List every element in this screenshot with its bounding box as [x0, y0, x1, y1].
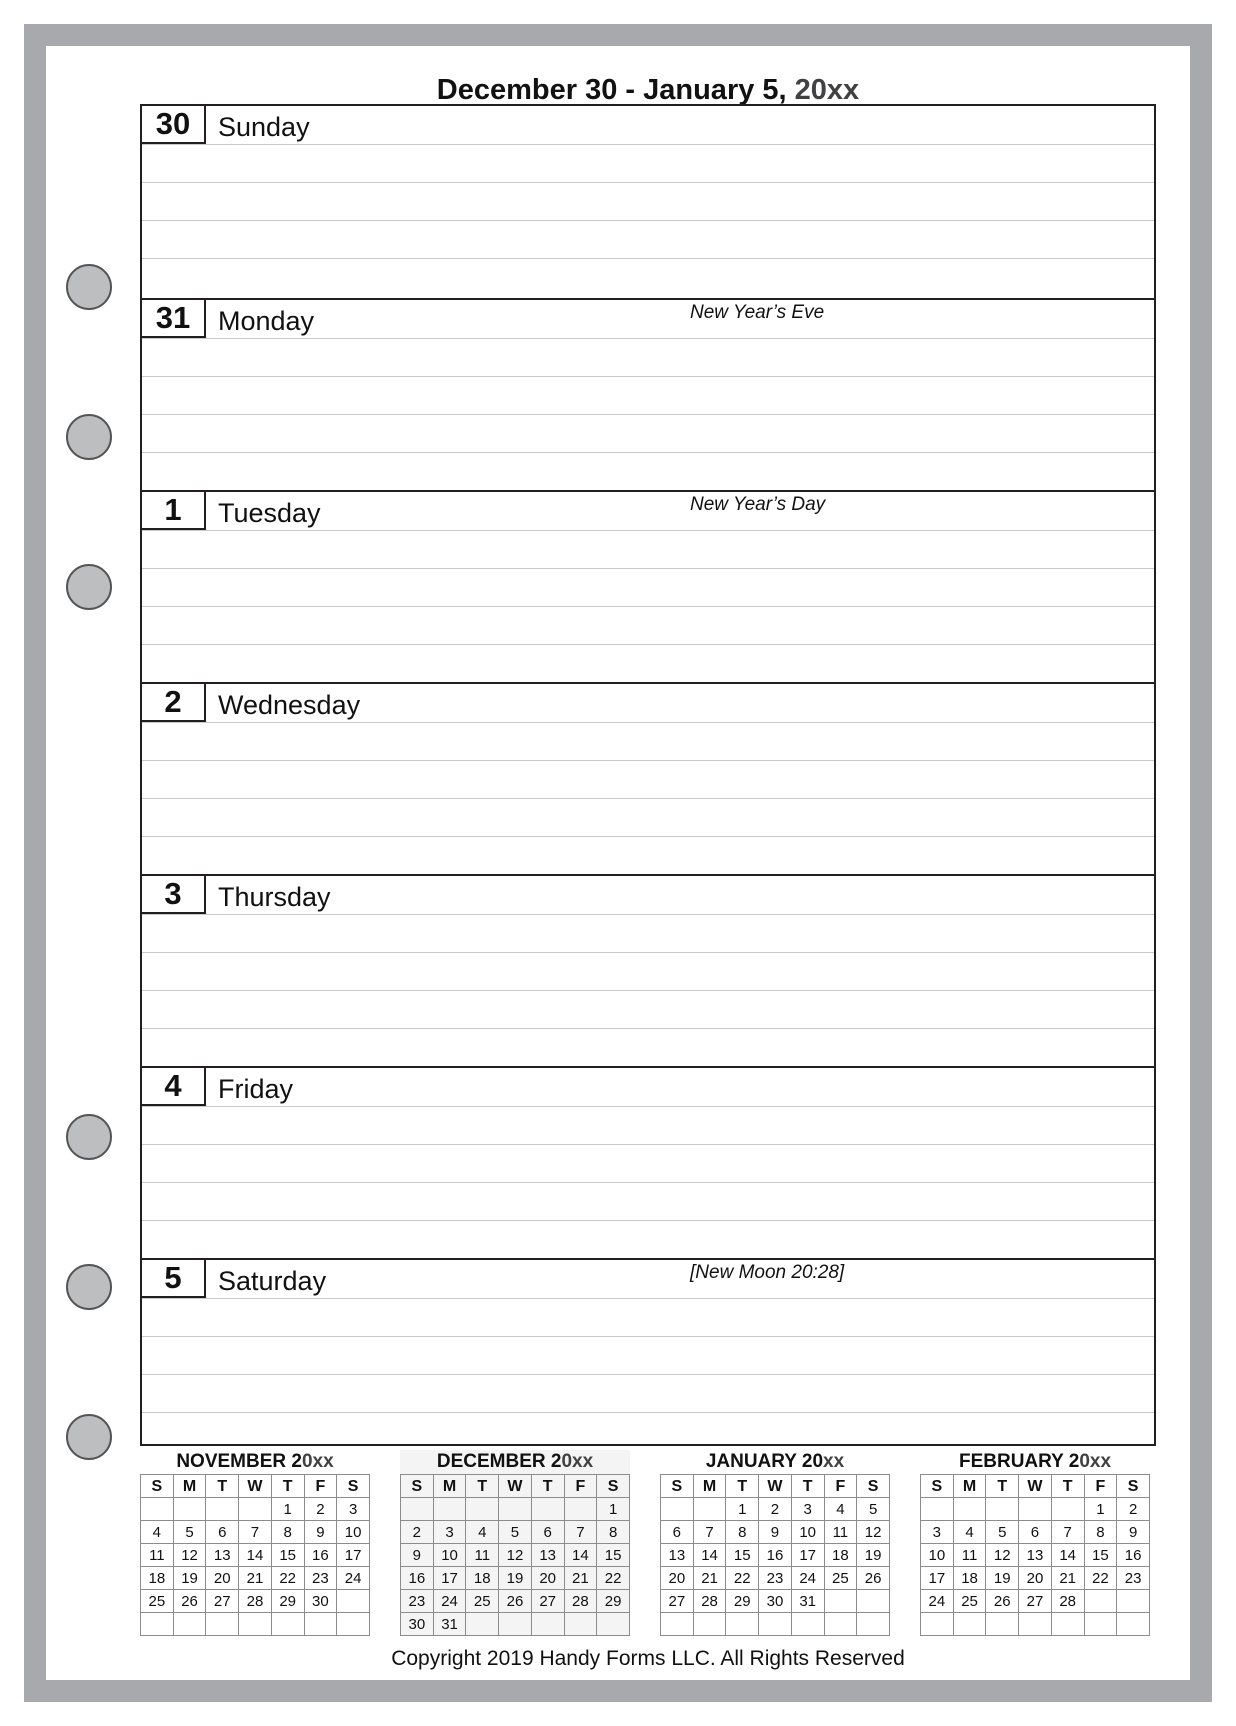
- date-cell: 13: [661, 1544, 694, 1567]
- day-number: 4: [142, 1068, 206, 1106]
- date-cell: 3: [337, 1498, 370, 1521]
- writing-line[interactable]: [142, 644, 1154, 645]
- date-cell: 21: [693, 1567, 726, 1590]
- mini-calendar-month: NOVEMBER 2: [176, 1451, 302, 1472]
- weekday-header: T: [466, 1475, 499, 1498]
- date-cell: 18: [953, 1567, 986, 1590]
- date-cell: 2: [1117, 1498, 1150, 1521]
- date-cell: [466, 1613, 499, 1636]
- date-cell: 16: [1117, 1544, 1150, 1567]
- date-cell: [564, 1498, 597, 1521]
- date-cell: 25: [824, 1567, 857, 1590]
- day-block: [142, 874, 1154, 1066]
- day-name: Wednesday: [218, 690, 361, 720]
- date-cell: 22: [271, 1567, 304, 1590]
- date-cell: [1051, 1498, 1084, 1521]
- date-cell: 19: [857, 1544, 890, 1567]
- date-cell: 7: [239, 1521, 272, 1544]
- date-cell: 24: [337, 1567, 370, 1590]
- date-cell: 22: [597, 1567, 630, 1590]
- mini-calendar: [660, 1450, 890, 1636]
- mini-calendar-year: 0xx: [1079, 1451, 1112, 1472]
- date-cell: [141, 1498, 174, 1521]
- date-cell: 5: [857, 1498, 890, 1521]
- date-cell: 11: [141, 1544, 174, 1567]
- date-cell: [1019, 1613, 1052, 1636]
- date-cell: 1: [597, 1498, 630, 1521]
- day-name: Sunday: [218, 112, 310, 142]
- date-cell: 1: [726, 1498, 759, 1521]
- weekday-header: W: [759, 1475, 792, 1498]
- date-cell: 19: [986, 1567, 1019, 1590]
- date-cell: [921, 1498, 954, 1521]
- date-cell: [433, 1498, 466, 1521]
- writing-line[interactable]: [142, 1182, 1154, 1183]
- date-cell: 6: [661, 1521, 694, 1544]
- date-cell: [1019, 1498, 1052, 1521]
- writing-line[interactable]: [142, 990, 1154, 991]
- mini-calendar-title: [400, 1450, 630, 1474]
- weekday-header: T: [986, 1475, 1019, 1498]
- date-cell: 21: [564, 1567, 597, 1590]
- date-cell: [304, 1613, 337, 1636]
- date-cell: [857, 1590, 890, 1613]
- copyright-text: Copyright 2019 Handy Forms LLC. All Rights Reserved: [391, 1647, 905, 1670]
- mini-calendar-year: xx: [823, 1451, 845, 1472]
- writing-line[interactable]: [142, 1220, 1154, 1221]
- day-block: [142, 682, 1154, 874]
- mini-calendar: [920, 1450, 1150, 1636]
- date-cell: 10: [433, 1544, 466, 1567]
- date-cell: 15: [271, 1544, 304, 1567]
- writing-line[interactable]: [142, 258, 1154, 259]
- date-cell: 23: [759, 1567, 792, 1590]
- date-cell: 18: [466, 1567, 499, 1590]
- date-cell: 28: [239, 1590, 272, 1613]
- date-cell: 14: [693, 1544, 726, 1567]
- date-cell: [693, 1498, 726, 1521]
- mini-calendar-year: 0xx: [301, 1451, 334, 1472]
- weekday-header: W: [499, 1475, 532, 1498]
- date-cell: 20: [1019, 1567, 1052, 1590]
- mini-calendar-title: [140, 1450, 370, 1474]
- page-title: [140, 74, 1156, 106]
- date-cell: 2: [304, 1498, 337, 1521]
- mini-calendar-month: DECEMBER 2: [436, 1451, 562, 1472]
- date-cell: 29: [271, 1590, 304, 1613]
- day-number: 3: [142, 876, 206, 914]
- date-cell: 8: [726, 1521, 759, 1544]
- date-cell: 2: [401, 1521, 434, 1544]
- mini-calendar: [400, 1450, 630, 1636]
- date-cell: 16: [401, 1567, 434, 1590]
- date-cell: 29: [597, 1590, 630, 1613]
- date-cell: 19: [173, 1567, 206, 1590]
- date-cell: 12: [499, 1544, 532, 1567]
- date-cell: [141, 1613, 174, 1636]
- date-cell: [953, 1613, 986, 1636]
- date-cell: 17: [791, 1544, 824, 1567]
- weekday-header: S: [1117, 1475, 1150, 1498]
- binder-hole: [66, 1414, 112, 1460]
- day-name: Thursday: [218, 882, 331, 912]
- day-number: 31: [142, 300, 206, 338]
- date-cell: [726, 1613, 759, 1636]
- date-cell: 7: [564, 1521, 597, 1544]
- weekday-header: F: [1084, 1475, 1117, 1498]
- writing-line[interactable]: [142, 606, 1154, 607]
- date-cell: 20: [531, 1567, 564, 1590]
- date-cell: 27: [1019, 1590, 1052, 1613]
- weekday-header: S: [857, 1475, 890, 1498]
- writing-line[interactable]: [142, 1028, 1154, 1029]
- date-cell: 22: [726, 1567, 759, 1590]
- day-name: Saturday: [218, 1266, 327, 1296]
- day-number: 30: [142, 106, 206, 144]
- writing-line[interactable]: [142, 1298, 1154, 1299]
- date-cell: 31: [433, 1613, 466, 1636]
- date-cell: [239, 1613, 272, 1636]
- writing-line[interactable]: [142, 952, 1154, 953]
- date-cell: 6: [206, 1521, 239, 1544]
- binder-hole: [66, 1264, 112, 1310]
- binder-hole: [66, 264, 112, 310]
- weekday-header: S: [337, 1475, 370, 1498]
- date-cell: 5: [173, 1521, 206, 1544]
- date-cell: 21: [239, 1567, 272, 1590]
- date-cell: 9: [759, 1521, 792, 1544]
- date-cell: 26: [857, 1567, 890, 1590]
- date-cell: [986, 1498, 1019, 1521]
- date-cell: 25: [466, 1590, 499, 1613]
- date-cell: [791, 1613, 824, 1636]
- date-cell: [239, 1498, 272, 1521]
- date-cell: 4: [141, 1521, 174, 1544]
- date-cell: 27: [206, 1590, 239, 1613]
- writing-line[interactable]: [142, 568, 1154, 569]
- date-cell: 13: [531, 1544, 564, 1567]
- date-cell: 6: [531, 1521, 564, 1544]
- mini-calendar-grid: [140, 1474, 370, 1636]
- date-cell: [173, 1613, 206, 1636]
- date-cell: 20: [206, 1567, 239, 1590]
- day-name: Tuesday: [218, 498, 321, 528]
- day-block: [142, 1066, 1154, 1258]
- day-name: Friday: [218, 1074, 294, 1104]
- date-cell: [921, 1613, 954, 1636]
- mini-calendar-title: [660, 1450, 890, 1474]
- date-cell: [986, 1613, 1019, 1636]
- date-cell: 12: [986, 1544, 1019, 1567]
- writing-line[interactable]: [142, 530, 1154, 531]
- date-cell: 30: [401, 1613, 434, 1636]
- date-cell: 16: [304, 1544, 337, 1567]
- date-cell: [271, 1613, 304, 1636]
- date-cell: 10: [337, 1521, 370, 1544]
- writing-line[interactable]: [142, 914, 1154, 915]
- date-cell: 5: [499, 1521, 532, 1544]
- date-cell: [1117, 1590, 1150, 1613]
- date-cell: 15: [726, 1544, 759, 1567]
- mini-calendar-title: [920, 1450, 1150, 1474]
- weekday-header: M: [433, 1475, 466, 1498]
- day-block: [142, 298, 1154, 490]
- date-cell: [1084, 1590, 1117, 1613]
- date-cell: 26: [499, 1590, 532, 1613]
- date-cell: 21: [1051, 1567, 1084, 1590]
- date-cell: 3: [433, 1521, 466, 1544]
- writing-line[interactable]: [142, 338, 1154, 339]
- date-cell: [499, 1613, 532, 1636]
- date-cell: [564, 1613, 597, 1636]
- date-cell: 14: [239, 1544, 272, 1567]
- date-cell: [531, 1498, 564, 1521]
- writing-line[interactable]: [142, 722, 1154, 723]
- date-cell: 23: [1117, 1567, 1150, 1590]
- date-cell: [499, 1498, 532, 1521]
- writing-line[interactable]: [142, 220, 1154, 221]
- date-cell: 25: [953, 1590, 986, 1613]
- weekly-grid: [140, 104, 1156, 1446]
- writing-line[interactable]: [142, 798, 1154, 799]
- date-cell: 12: [173, 1544, 206, 1567]
- weekday-header: F: [304, 1475, 337, 1498]
- date-cell: 24: [921, 1590, 954, 1613]
- date-cell: 8: [271, 1521, 304, 1544]
- date-cell: [597, 1613, 630, 1636]
- weekday-header: S: [661, 1475, 694, 1498]
- weekday-header: W: [1019, 1475, 1052, 1498]
- date-cell: 27: [531, 1590, 564, 1613]
- date-cell: 4: [953, 1521, 986, 1544]
- date-cell: [953, 1498, 986, 1521]
- date-cell: [401, 1498, 434, 1521]
- date-cell: 19: [499, 1567, 532, 1590]
- date-cell: 26: [986, 1590, 1019, 1613]
- weekday-header: M: [693, 1475, 726, 1498]
- date-cell: 5: [986, 1521, 1019, 1544]
- date-cell: [857, 1613, 890, 1636]
- date-cell: 13: [206, 1544, 239, 1567]
- day-number: 2: [142, 684, 206, 722]
- date-cell: [337, 1590, 370, 1613]
- date-cell: 6: [1019, 1521, 1052, 1544]
- date-cell: 24: [791, 1567, 824, 1590]
- writing-line[interactable]: [142, 414, 1154, 415]
- date-cell: [693, 1613, 726, 1636]
- writing-line[interactable]: [142, 1374, 1154, 1375]
- date-cell: [337, 1613, 370, 1636]
- weekday-header: W: [239, 1475, 272, 1498]
- date-cell: 30: [304, 1590, 337, 1613]
- date-cell: [1117, 1613, 1150, 1636]
- date-cell: 8: [597, 1521, 630, 1544]
- weekday-header: T: [531, 1475, 564, 1498]
- date-cell: [661, 1613, 694, 1636]
- date-cell: 10: [791, 1521, 824, 1544]
- weekday-header: F: [824, 1475, 857, 1498]
- writing-line[interactable]: [142, 1336, 1154, 1337]
- date-cell: 9: [401, 1544, 434, 1567]
- date-cell: 8: [1084, 1521, 1117, 1544]
- date-cell: 11: [466, 1544, 499, 1567]
- writing-line[interactable]: [142, 1144, 1154, 1145]
- mini-calendar-month: FEBRUARY 2: [958, 1451, 1080, 1472]
- weekday-header: S: [401, 1475, 434, 1498]
- weekday-header: T: [726, 1475, 759, 1498]
- weekday-header: S: [597, 1475, 630, 1498]
- date-cell: 25: [141, 1590, 174, 1613]
- date-cell: 30: [759, 1590, 792, 1613]
- binder-hole: [66, 1114, 112, 1160]
- date-cell: [206, 1498, 239, 1521]
- date-cell: 23: [304, 1567, 337, 1590]
- day-note: New Year’s Day: [690, 494, 826, 515]
- weekday-header: T: [791, 1475, 824, 1498]
- date-cell: 17: [921, 1567, 954, 1590]
- date-cell: 15: [597, 1544, 630, 1567]
- date-cell: 14: [1051, 1544, 1084, 1567]
- weekday-header: F: [564, 1475, 597, 1498]
- date-cell: 22: [1084, 1567, 1117, 1590]
- weekday-header: M: [173, 1475, 206, 1498]
- writing-line[interactable]: [142, 1412, 1154, 1413]
- weekday-header: S: [141, 1475, 174, 1498]
- date-cell: 10: [921, 1544, 954, 1567]
- date-cell: 16: [759, 1544, 792, 1567]
- writing-line[interactable]: [142, 144, 1154, 145]
- date-cell: [661, 1498, 694, 1521]
- date-cell: 31: [791, 1590, 824, 1613]
- date-cell: 27: [661, 1590, 694, 1613]
- day-name: Monday: [218, 306, 315, 336]
- mini-calendar-grid: [660, 1474, 890, 1636]
- date-cell: 20: [661, 1567, 694, 1590]
- mini-calendar-month: JANUARY 20: [705, 1451, 824, 1472]
- date-cell: 2: [759, 1498, 792, 1521]
- title-date-range: December 30 - January 5,: [436, 74, 787, 106]
- date-cell: 9: [304, 1521, 337, 1544]
- writing-line[interactable]: [142, 760, 1154, 761]
- date-cell: 17: [337, 1544, 370, 1567]
- writing-line[interactable]: [142, 452, 1154, 453]
- date-cell: 4: [824, 1498, 857, 1521]
- weekday-header: M: [953, 1475, 986, 1498]
- date-cell: 13: [1019, 1544, 1052, 1567]
- date-cell: [466, 1498, 499, 1521]
- date-cell: [206, 1613, 239, 1636]
- date-cell: 24: [433, 1590, 466, 1613]
- weekday-header: T: [271, 1475, 304, 1498]
- weekday-header: T: [206, 1475, 239, 1498]
- date-cell: 9: [1117, 1521, 1150, 1544]
- date-cell: 28: [1051, 1590, 1084, 1613]
- writing-line[interactable]: [142, 182, 1154, 183]
- day-number: 1: [142, 492, 206, 530]
- date-cell: 4: [466, 1521, 499, 1544]
- binder-hole: [66, 414, 112, 460]
- weekday-header: T: [1051, 1475, 1084, 1498]
- date-cell: [824, 1613, 857, 1636]
- date-cell: 12: [857, 1521, 890, 1544]
- day-number: 5: [142, 1260, 206, 1298]
- date-cell: [1051, 1613, 1084, 1636]
- date-cell: 17: [433, 1567, 466, 1590]
- mini-calendar-year: 0xx: [561, 1451, 594, 1472]
- date-cell: 26: [173, 1590, 206, 1613]
- date-cell: 18: [141, 1567, 174, 1590]
- date-cell: [173, 1498, 206, 1521]
- binder-hole: [66, 564, 112, 610]
- date-cell: 3: [921, 1521, 954, 1544]
- day-block: [142, 106, 1154, 298]
- date-cell: 11: [953, 1544, 986, 1567]
- date-cell: [531, 1613, 564, 1636]
- day-note: [New Moon 20:28]: [690, 1262, 845, 1283]
- writing-line[interactable]: [142, 376, 1154, 377]
- date-cell: [1084, 1613, 1117, 1636]
- date-cell: 7: [693, 1521, 726, 1544]
- weekday-header: S: [921, 1475, 954, 1498]
- mini-calendar-grid: [920, 1474, 1150, 1636]
- date-cell: 11: [824, 1521, 857, 1544]
- date-cell: 15: [1084, 1544, 1117, 1567]
- date-cell: 7: [1051, 1521, 1084, 1544]
- date-cell: [824, 1590, 857, 1613]
- writing-line[interactable]: [142, 836, 1154, 837]
- date-cell: 14: [564, 1544, 597, 1567]
- mini-calendar-grid: [400, 1474, 630, 1636]
- date-cell: 18: [824, 1544, 857, 1567]
- day-block: [142, 490, 1154, 682]
- writing-line[interactable]: [142, 1106, 1154, 1107]
- title-year: 20xx: [794, 74, 860, 106]
- date-cell: 28: [564, 1590, 597, 1613]
- date-cell: 29: [726, 1590, 759, 1613]
- date-cell: 23: [401, 1590, 434, 1613]
- mini-calendar: [140, 1450, 370, 1636]
- date-cell: 3: [791, 1498, 824, 1521]
- day-note: New Year’s Eve: [690, 302, 825, 323]
- date-cell: 1: [1084, 1498, 1117, 1521]
- date-cell: 28: [693, 1590, 726, 1613]
- date-cell: 1: [271, 1498, 304, 1521]
- day-block: [142, 1258, 1154, 1450]
- date-cell: [759, 1613, 792, 1636]
